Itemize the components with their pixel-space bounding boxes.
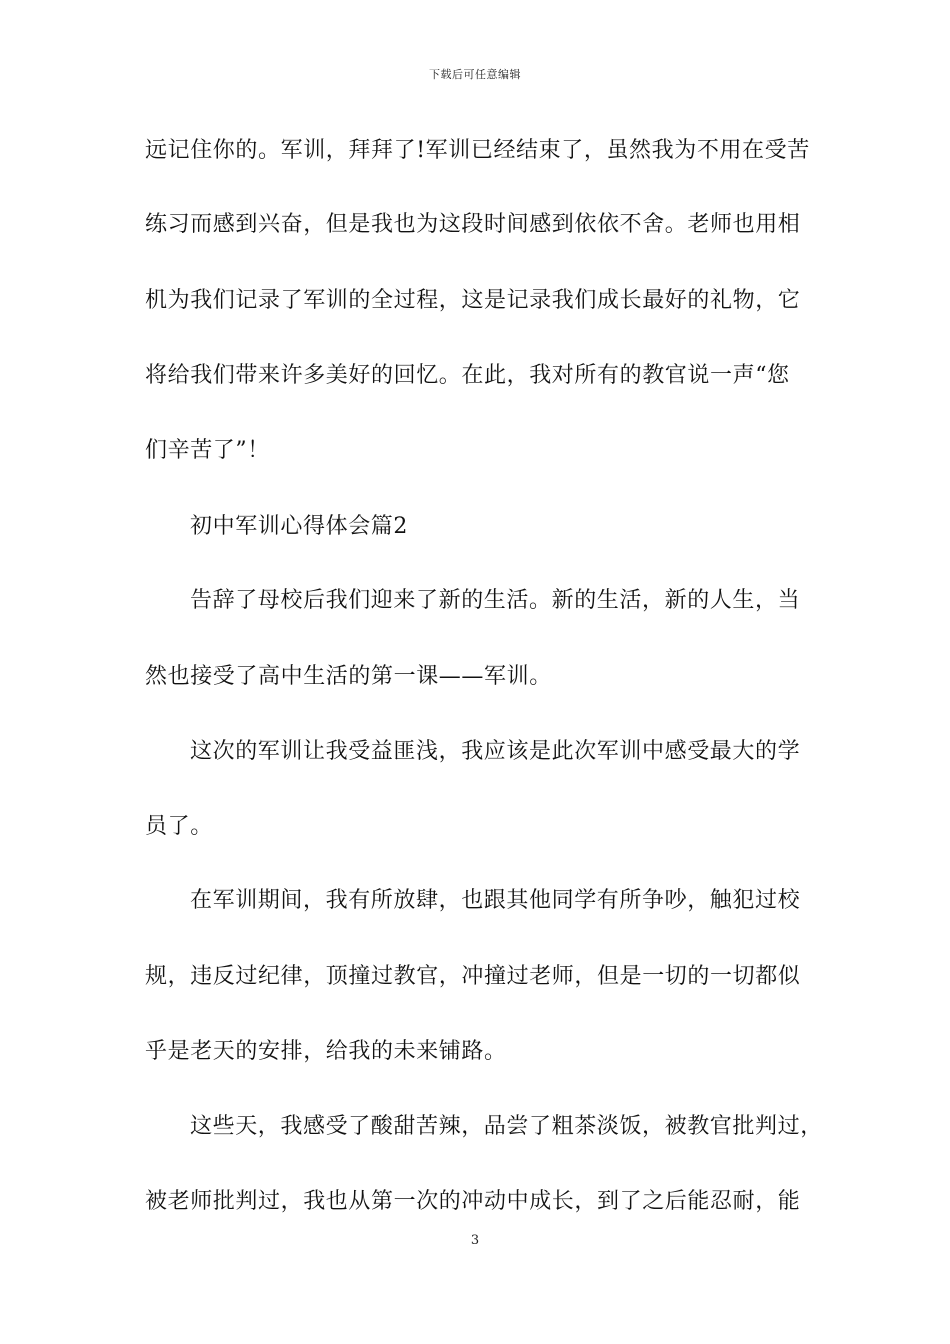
body-line: 远记住你的。军训，拜拜了!军训已经结束了，虽然我为不用在受苦: [145, 138, 810, 163]
body-line: 机为我们记录了军训的全过程，这是记录我们成长最好的礼物，它: [145, 288, 801, 313]
body-line: 员了。: [145, 814, 213, 839]
body-line: 告辞了母校后我们迎来了新的生活。新的生活，新的人生，当: [190, 588, 801, 613]
body-line: 这些天，我感受了酸甜苦辣，品尝了粗茶淡饭，被教官批判过，: [190, 1114, 823, 1139]
body-line: 练习而感到兴奋，但是我也为这段时间感到依依不舍。老师也用相: [145, 212, 801, 237]
body-line: 这次的军训让我受益匪浅，我应该是此次军训中感受最大的学: [190, 739, 801, 764]
page-number: 3: [470, 1233, 480, 1248]
body-line: 乎是老天的安排，给我的未来铺路。: [145, 1039, 507, 1064]
body-line: 被老师批判过，我也从第一次的冲动中成长，到了之后能忍耐，能: [145, 1189, 801, 1214]
body-line: 然也接受了高中生活的第一课——军训。: [145, 664, 552, 689]
body-line: 将给我们带来许多美好的回忆。在此，我对所有的教官说一声“您: [145, 363, 790, 388]
body-line: 们辛苦了”！: [145, 438, 270, 463]
body-line: 在军训期间，我有所放肆，也跟其他同学有所争吵，触犯过校: [190, 888, 801, 913]
body-line: 规，违反过纪律，顶撞过教官，冲撞过老师，但是一切的一切都似: [145, 964, 801, 989]
page-header: 下载后可任意编辑: [429, 68, 521, 81]
section-heading: 初中军训心得体会篇2: [190, 514, 408, 539]
